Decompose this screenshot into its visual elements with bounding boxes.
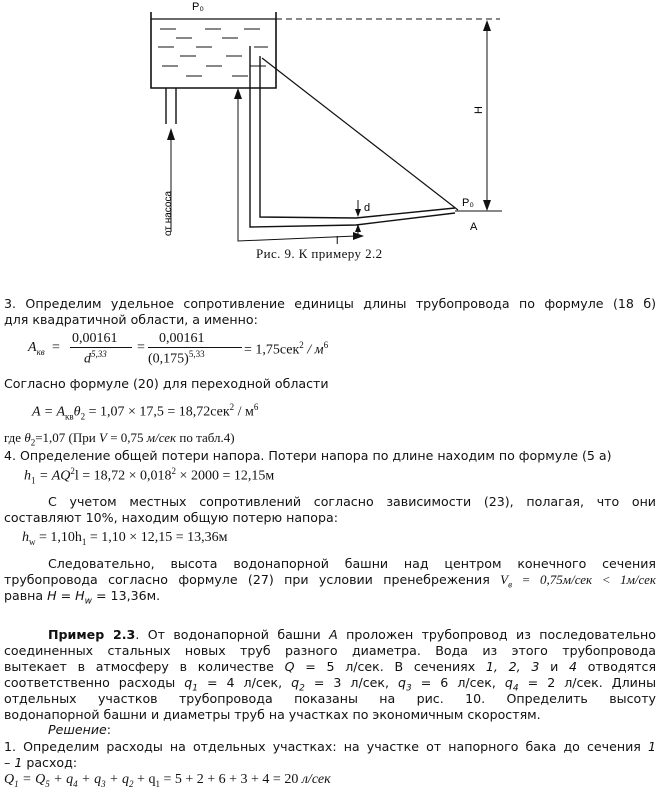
label-A: A (470, 221, 478, 233)
f1-result: = $1,75сек^2 / м^6$ (244, 340, 329, 358)
example-line3: вытекает в атмосферу в количестве Q = 5 л/сек. В сечениях 1, 2, 3 и 4 отводятся (4, 659, 657, 674)
f1-den2: $(0,175)^{5,33}$ (148, 349, 205, 367)
f1-num2: 0,00161 (159, 331, 205, 346)
conclusion-line1: Следовательно, высота водонапорной башни над центром конечного сечения (48, 556, 656, 571)
label-from-pump: от насоса (163, 190, 174, 236)
step1-line1: 1. Определим расходы на отдельных участках: на участке от напорного бака до сечения 1 (4, 739, 656, 754)
conclusion-line2: трубопровода согласно формуле (27) при условии пренебрежения $V_в = 0,75м/сек < 1м/сек$ (4, 572, 656, 590)
f1-num1: 0,00161 (72, 331, 118, 346)
solution-heading: Решение: (48, 722, 112, 737)
step1-line2: – 1 расход: (4, 755, 78, 770)
h-arrowhead-top (483, 20, 491, 31)
example-line5: отдельных участков трубопровода показаны на рис. 10. Определить высоту (4, 691, 656, 706)
water-hatch (158, 29, 268, 76)
label-p0-right: P₀ (462, 197, 474, 209)
figure-caption: Рис. 9. К примеру 2.2 (256, 246, 383, 261)
local-resistance-line2: составляют 10%, находим общую потерю напора: (4, 510, 338, 525)
where-theta-line: где $\theta_2=1,07$ (При V = 0,75 м/сек по табл.4) (4, 430, 235, 448)
local-resistance-line1: С учетом местных сопротивлений согласно зависимости (23), полагая, что они (48, 494, 656, 509)
formula-total-loss: $h_w = 1,10h_1 = 1,10 \times 12,15 = 13,36м$ (22, 530, 228, 547)
formula-transition: $A = A_{кв}\theta_2 = 1,07 \times 17,5 = 18,72сек^2 / м^6$ (32, 402, 259, 422)
outlet-pipe-outer (260, 56, 455, 218)
h-arrowhead-bottom (483, 200, 491, 211)
label-d: d (364, 202, 371, 214)
f1-lhs: $A_{кв}$ (28, 340, 45, 357)
step3-line1: 3. Определим удельное сопротивление единицы длины трубопровода по формуле (18 б) (4, 296, 656, 311)
step3-line2: для квадратичной области, а именно: (4, 312, 258, 327)
figure-tower-diagram (0, 0, 659, 262)
label-H: H (473, 106, 485, 114)
transition-region-text: Согласно формуле (20) для переходной области (4, 376, 329, 391)
example-line1: Пример 2.3. От водонапорной башни A проложен трубопровод из последовательно (48, 627, 656, 642)
formula-flow-sum: $Q_1 = Q_5 + q_4 + q_3 + q_2 + q_1 = 5 + 2 + 6 + 3 + 4 = 20$ л/сек (4, 772, 331, 789)
example-line2: соединенных стальных новых труб разного диаметра. Вода из этого трубопровода (4, 643, 656, 658)
f1-den1: $d^{5,33}$ (84, 349, 107, 367)
label-p0-top: P₀ (192, 1, 204, 13)
tank-outline (151, 12, 276, 88)
piezometric-line (262, 58, 458, 210)
formula-head-loss: $h_1 = AQ^2l = 18,72 \times 0,018^2 \times 2000 = 12,15м$ (24, 466, 275, 486)
step4-line: 4. Определение общей потери напора. Потери напора по длине находим по формуле (5 а) (4, 448, 612, 463)
example-line6: водонапорной башни и диаметры труб на участках по экономичным скоростям. (4, 707, 541, 722)
conclusion-line3: равна $H = H_w = 13,36м$. (4, 588, 161, 607)
length-arrowhead-up (234, 88, 242, 99)
label-l: l (336, 235, 339, 247)
d-arrowhead-top (355, 209, 361, 217)
example-line4: соответственно расходы $q_1 = 4$ л/сек, $q_2 = 3$ л/сек, $q_3 = 6$ л/сек, $q_4 = 2$ л/сек. Длины (4, 675, 657, 694)
inflow-arrowhead (167, 128, 175, 140)
